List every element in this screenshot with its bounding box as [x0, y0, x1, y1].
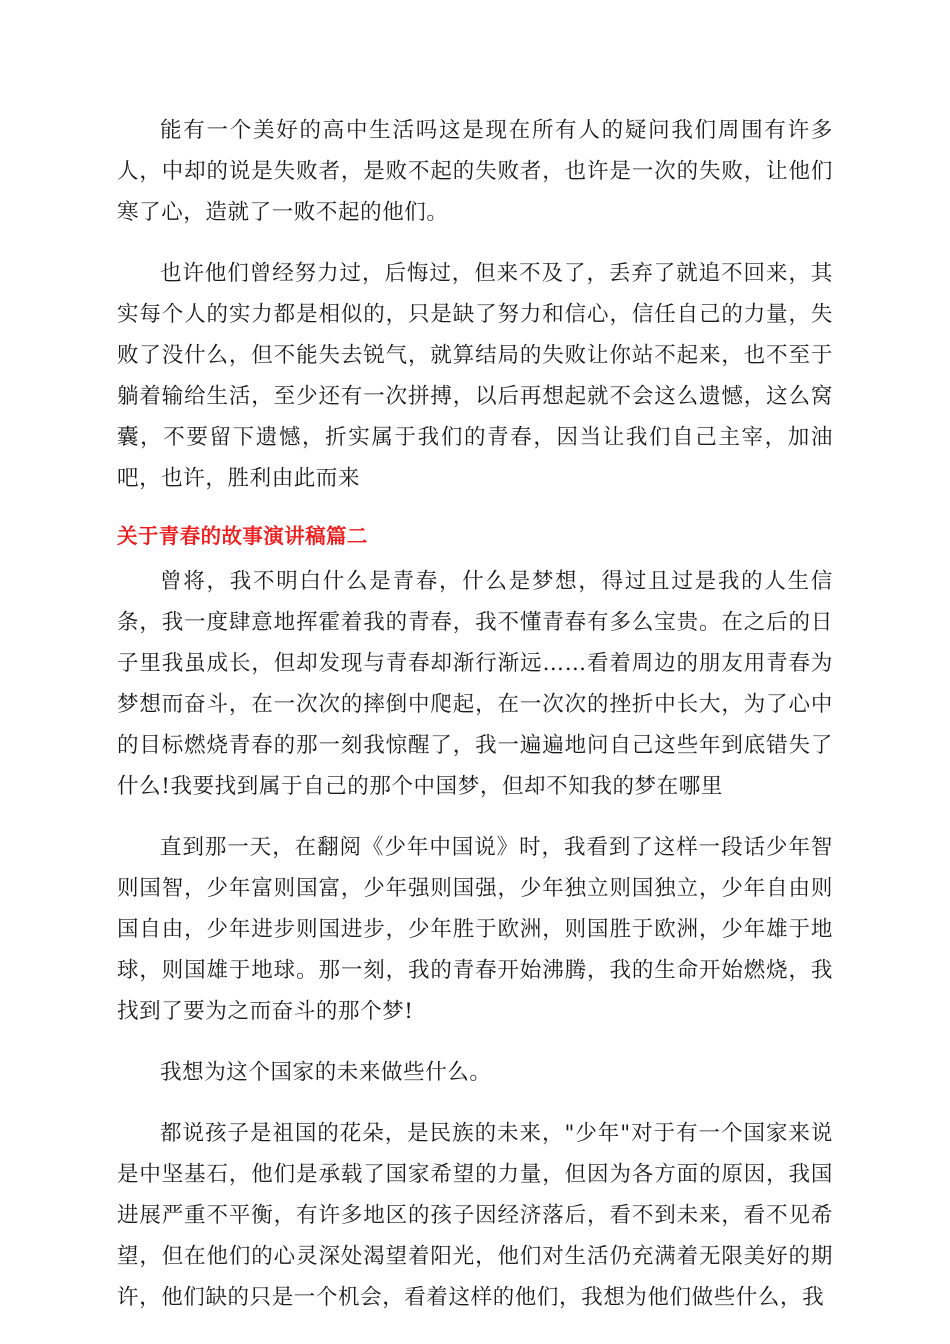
document-body — [117, 110, 833, 1318]
paragraph-1: 能有一个美好的高中生活吗这是现在所有人的疑问我们周围有许多人，中却的说是失败者，是败不起的失败者，也许是一次的失败，让他们寒了心，造就了一败不起的他们。 — [117, 118, 833, 225]
section-heading: 关于青春的故事演讲稿篇二 — [117, 524, 368, 548]
paragraph-6: 都说孩子是祖国的花朵，是民族的未来，"少年"对于有一个国家来说是中坚基石，他们是承载了国家希望的力量，但因为各方面的原因，我国进展严重不平衡，有许多地区的孩子因经济落后，看不到未来，看不见希望，但在他们的心灵深处渴望着阳光，他们对生活仍充满着无限美好的期许，他们缺的只是一个机会，看着这样的他们，我想为他们做些什么，我 — [117, 1121, 833, 1310]
paragraph-3: 曾将，我不明白什么是青春，什么是梦想，得过且过是我的人生信条，我一度肆意地挥霍着我的青春，我不懂青春有多么宝贵。在之后的日子里我虽成长，但却发现与青春却渐行渐远……看着周边的朋友用青春为梦想而奋斗，在一次次的摔倒中爬起，在一次次的挫折中长大，为了心中的目标燃烧青春的那一刻我惊醒了，我一遍遍地问自己这些年到底错失了什么!我要找到属于自己的那个中国梦，但却不知我的梦在哪里 — [117, 569, 833, 799]
paragraph-4: 直到那一天，在翻阅《少年中国说》时，我看到了这样一段话少年智则国智，少年富则国富，少年强则国强，少年独立则国独立，少年自由则国自由，少年进步则国进步，少年胜于欧洲，则国胜于欧洲，少年雄于地球，则国雄于地球。那一刻，我的青春开始沸腾，我的生命开始燃烧，我找到了要为之而奋斗的那个梦! — [117, 835, 833, 1024]
paragraph-5: 我想为这个国家的未来做些什么。 — [160, 1060, 492, 1085]
paragraph-2: 也许他们曾经努力过，后悔过，但来不及了，丢弃了就追不回来，其实每个人的实力都是相似的，只是缺了努力和信心，信任自己的力量，失败了没什么，但不能失去锐气，就算结局的失败让你站不起来，也不至于躺着输给生活，至少还有一次拼搏，以后再想起就不会这么遗憾，这么窝囊，不要留下遗憾，折实属于我们的青春，因当让我们自己主宰，加油吧，也许，胜利由此而来 — [117, 261, 833, 491]
